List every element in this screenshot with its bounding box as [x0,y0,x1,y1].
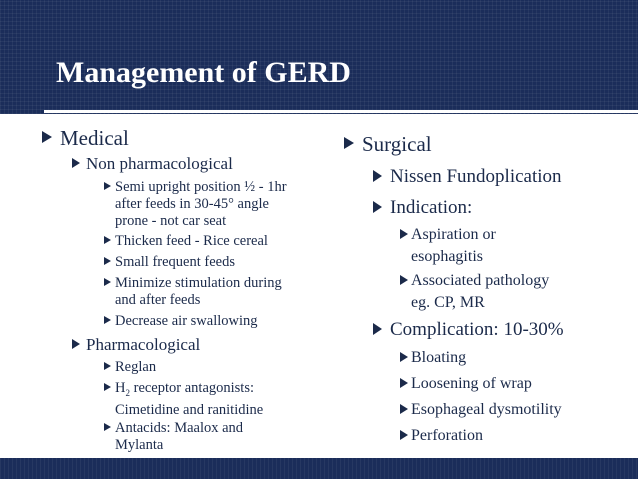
bullet-text: Aspiration or esophagitis [411,226,496,265]
bullet-indication [373,197,472,219]
arrow-bullet-icon [373,323,382,335]
bullet-aspiration [400,224,496,268]
arrow-bullet-icon [400,404,408,414]
bullet-text: Associated pathology eg. CP, MR [411,272,550,311]
bullet-text: Non pharmacological [86,154,233,173]
bullet-text: Esophageal dysmotility [411,401,562,418]
arrow-bullet-icon [400,229,408,239]
bullet-text: Bloating [411,349,467,366]
bullet-text: Indication: [390,197,473,218]
bullet-text: Medical [60,126,129,150]
bullet-minimize-stimulation [104,275,282,309]
bullet-text: Pharmacological [86,335,201,354]
arrow-bullet-icon [400,352,408,362]
arrow-bullet-icon [104,362,111,370]
bullet-decrease-air [104,313,258,330]
bullet-text: $H_2$ receptor antagonists: Cimetidine and ranitidine [115,380,264,418]
bullet-text: Semi upright position ½ - 1hr after feeds in 30-45° angle prone - not car seat [115,179,287,229]
arrow-bullet-icon [104,383,111,391]
arrow-bullet-icon [373,170,382,182]
bullet-small-frequent-feeds [104,254,235,271]
bullet-reglan [104,359,156,376]
bullet-text: Surgical [362,132,432,156]
title-bar [0,0,638,114]
arrow-bullet-icon [104,316,111,324]
arrow-bullet-icon [344,137,354,149]
bullet-dysmotility [400,399,562,421]
bullet-h2-antagonists [104,380,263,419]
arrow-bullet-icon [104,236,111,244]
footer-bar [0,458,638,479]
arrow-bullet-icon [400,275,408,285]
bullet-text: Complication: 10-30% [390,319,564,340]
bullet-associated-pathology [400,270,549,314]
bullet-text: Nissen Fundoplication [390,166,562,187]
bullet-text: Minimize stimulation during and after feeds [115,275,282,308]
arrow-bullet-icon [104,182,111,190]
bullet-antacids [104,420,243,454]
bullet-non-pharmacological [72,154,233,174]
arrow-bullet-icon [72,158,80,168]
bullet-text: Thicken feed - Rice cereal [115,233,268,249]
arrow-bullet-icon [400,430,408,440]
bullet-nissen [373,166,562,188]
bullet-semi-upright [104,179,287,230]
bullet-complication [373,319,564,341]
arrow-bullet-icon [104,278,111,286]
arrow-bullet-icon [373,201,382,213]
bullet-text: Loosening of wrap [411,375,532,392]
bullet-text: Decrease air swallowing [115,313,258,329]
bullet-loosening [400,373,532,395]
title-underline [44,110,638,113]
arrow-bullet-icon [72,339,80,349]
bullet-perforation [400,425,483,447]
arrow-bullet-icon [42,131,52,143]
arrow-bullet-icon [104,257,111,265]
bullet-text: Small frequent feeds [115,254,235,270]
bullet-medical [42,126,129,150]
bullet-pharmacological [72,335,200,355]
bullet-bloating [400,347,466,369]
slide-title: Management of GERD [56,56,351,89]
bullet-surgical [344,132,432,156]
bullet-text: Antacids: Maalox and Mylanta [115,420,244,453]
arrow-bullet-icon [104,423,111,431]
bullet-text: Reglan [115,359,157,375]
arrow-bullet-icon [400,378,408,388]
bullet-thicken-feed [104,233,268,250]
bullet-text: Perforation [411,427,483,444]
